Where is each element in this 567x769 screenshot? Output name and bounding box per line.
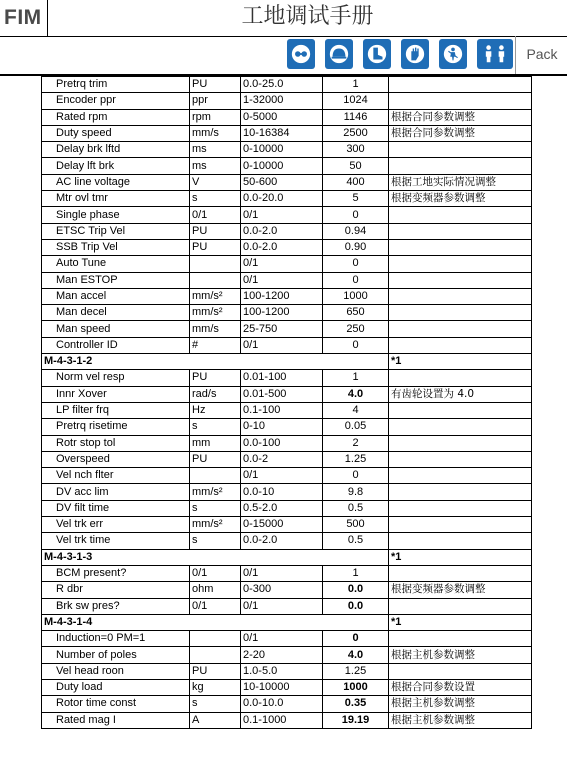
two-person-icon	[477, 39, 513, 69]
table-row	[42, 207, 532, 223]
param-note	[389, 223, 532, 239]
param-value: 0	[323, 468, 389, 484]
param-value: 1146	[323, 109, 389, 125]
section-note: *1	[389, 354, 532, 370]
param-unit: PU	[190, 451, 241, 467]
table-row	[42, 109, 532, 125]
param-note	[389, 288, 532, 304]
pack-label: Pack	[515, 36, 567, 74]
param-value: 0	[323, 631, 389, 647]
param-range: 0.1-1000	[241, 712, 323, 728]
param-name: Pretrq risetime	[42, 419, 190, 435]
param-note: 根据主机参数调整	[389, 712, 532, 728]
param-name: Brk sw pres?	[42, 598, 190, 614]
param-name: Duty load	[42, 679, 190, 695]
param-unit: ppr	[190, 93, 241, 109]
table-row	[42, 565, 532, 581]
param-range: 10-16384	[241, 125, 323, 141]
param-range: 0-300	[241, 582, 323, 598]
param-name: Norm vel resp	[42, 370, 190, 386]
param-unit: rad/s	[190, 386, 241, 402]
param-name: Vel trk time	[42, 533, 190, 549]
table-row	[42, 239, 532, 255]
param-unit: PU	[190, 239, 241, 255]
param-value: 5	[323, 191, 389, 207]
param-note	[389, 517, 532, 533]
table-row	[42, 696, 532, 712]
param-note	[389, 631, 532, 647]
table-row	[42, 93, 532, 109]
param-note	[389, 305, 532, 321]
table-row	[42, 679, 532, 695]
param-value: 2500	[323, 125, 389, 141]
param-range: 0.0-25.0	[241, 77, 323, 93]
param-note	[389, 158, 532, 174]
param-range: 0.0-10	[241, 484, 323, 500]
param-value: 4.0	[323, 386, 389, 402]
table-row	[42, 305, 532, 321]
param-name: Single phase	[42, 207, 190, 223]
table-row	[42, 321, 532, 337]
page-title: 工地调试手册	[48, 0, 567, 37]
param-value: 0.5	[323, 533, 389, 549]
param-note	[389, 142, 532, 158]
param-name: Induction=0 PM=1	[42, 631, 190, 647]
param-unit: #	[190, 337, 241, 353]
table-row	[42, 191, 532, 207]
param-value: 0.90	[323, 239, 389, 255]
table-row	[42, 582, 532, 598]
param-unit	[190, 272, 241, 288]
parameter-table	[41, 76, 532, 729]
table-row	[42, 370, 532, 386]
param-value: 0	[323, 256, 389, 272]
param-name: SSB Trip Vel	[42, 239, 190, 255]
param-range: 0-10000	[241, 158, 323, 174]
param-name: Pretrq trim	[42, 77, 190, 93]
param-unit: PU	[190, 223, 241, 239]
table-row	[42, 533, 532, 549]
param-range: 0/1	[241, 256, 323, 272]
param-note	[389, 256, 532, 272]
param-value: 0.35	[323, 696, 389, 712]
param-note: 根据变频器参数调整	[389, 191, 532, 207]
param-unit	[190, 647, 241, 663]
param-note	[389, 533, 532, 549]
table-row	[42, 468, 532, 484]
param-name: Controller ID	[42, 337, 190, 353]
param-unit: V	[190, 174, 241, 190]
param-note	[389, 451, 532, 467]
param-note: 根据主机参数调整	[389, 647, 532, 663]
param-value: 1000	[323, 679, 389, 695]
param-note	[389, 484, 532, 500]
param-name: Man decel	[42, 305, 190, 321]
param-name: Delay brk lftd	[42, 142, 190, 158]
table-row	[42, 402, 532, 418]
param-range: 100-1200	[241, 288, 323, 304]
table-row	[42, 517, 532, 533]
param-note	[389, 207, 532, 223]
section-row	[42, 354, 532, 370]
param-note	[389, 435, 532, 451]
param-value: 1.25	[323, 663, 389, 679]
param-name: Number of poles	[42, 647, 190, 663]
table-row	[42, 142, 532, 158]
table-row	[42, 158, 532, 174]
param-name: Delay lft brk	[42, 158, 190, 174]
section-row	[42, 549, 532, 565]
param-name: Overspeed	[42, 451, 190, 467]
param-unit: s	[190, 419, 241, 435]
param-range: 25-750	[241, 321, 323, 337]
param-unit: mm/s²	[190, 305, 241, 321]
table-row	[42, 631, 532, 647]
param-value: 1.25	[323, 451, 389, 467]
param-unit: s	[190, 191, 241, 207]
param-value: 2	[323, 435, 389, 451]
table-row	[42, 337, 532, 353]
param-value: 400	[323, 174, 389, 190]
param-name: Duty speed	[42, 125, 190, 141]
param-unit	[190, 468, 241, 484]
param-value: 1000	[323, 288, 389, 304]
param-range: 0/1	[241, 565, 323, 581]
param-unit: mm/s	[190, 125, 241, 141]
param-range: 0-15000	[241, 517, 323, 533]
section-label: M-4-3-1-4	[42, 614, 389, 630]
table-row	[42, 663, 532, 679]
param-range: 0/1	[241, 468, 323, 484]
table-row	[42, 174, 532, 190]
param-name: ETSC Trip Vel	[42, 223, 190, 239]
param-range: 50-600	[241, 174, 323, 190]
section-row	[42, 614, 532, 630]
param-value: 0	[323, 272, 389, 288]
param-note: 根据合同参数调整	[389, 125, 532, 141]
param-value: 500	[323, 517, 389, 533]
param-note	[389, 321, 532, 337]
param-note: 根据变频器参数调整	[389, 582, 532, 598]
param-note	[389, 565, 532, 581]
param-range: 10-10000	[241, 679, 323, 695]
param-value: 1	[323, 77, 389, 93]
param-range: 0.0-100	[241, 435, 323, 451]
param-range: 2-20	[241, 647, 323, 663]
harness-icon	[439, 39, 467, 69]
table-row	[42, 500, 532, 516]
page-header	[0, 0, 567, 76]
table-row	[42, 451, 532, 467]
param-unit: kg	[190, 679, 241, 695]
table-row	[42, 288, 532, 304]
param-unit	[190, 256, 241, 272]
table-row	[42, 256, 532, 272]
param-range: 1.0-5.0	[241, 663, 323, 679]
param-range: 0-10	[241, 419, 323, 435]
logo-box	[0, 0, 48, 37]
table-row	[42, 435, 532, 451]
param-unit: mm/s	[190, 321, 241, 337]
param-range: 0/1	[241, 272, 323, 288]
param-name: Mtr ovl tmr	[42, 191, 190, 207]
param-name: Vel trk err	[42, 517, 190, 533]
param-unit: rpm	[190, 109, 241, 125]
param-unit: PU	[190, 370, 241, 386]
param-unit: ohm	[190, 582, 241, 598]
param-value: 1024	[323, 93, 389, 109]
param-note: 根据主机参数调整	[389, 696, 532, 712]
param-name: Man ESTOP	[42, 272, 190, 288]
param-name: AC line voltage	[42, 174, 190, 190]
param-unit: Hz	[190, 402, 241, 418]
param-unit: mm/s²	[190, 517, 241, 533]
param-range: 0/1	[241, 631, 323, 647]
table-row	[42, 223, 532, 239]
section-note: *1	[389, 549, 532, 565]
section-label: M-4-3-1-2	[42, 354, 389, 370]
param-unit: PU	[190, 77, 241, 93]
table-row	[42, 77, 532, 93]
param-name: DV filt time	[42, 500, 190, 516]
param-name: BCM present?	[42, 565, 190, 581]
param-range: 0-5000	[241, 109, 323, 125]
table-row	[42, 484, 532, 500]
table-row	[42, 598, 532, 614]
param-unit: ms	[190, 158, 241, 174]
param-name: Rotor time const	[42, 696, 190, 712]
param-note: 根据合同参数设置	[389, 679, 532, 695]
param-range: 0.0-2.0	[241, 223, 323, 239]
param-value: 300	[323, 142, 389, 158]
param-range: 100-1200	[241, 305, 323, 321]
param-range: 1-32000	[241, 93, 323, 109]
param-unit: mm/s²	[190, 484, 241, 500]
param-range: 0-10000	[241, 142, 323, 158]
param-value: 0	[323, 207, 389, 223]
param-range: 0/1	[241, 598, 323, 614]
param-unit: 0/1	[190, 207, 241, 223]
table-row	[42, 647, 532, 663]
param-unit: s	[190, 696, 241, 712]
param-note	[389, 663, 532, 679]
table-row	[42, 386, 532, 402]
param-name: Auto Tune	[42, 256, 190, 272]
section-label: M-4-3-1-3	[42, 549, 389, 565]
param-note	[389, 239, 532, 255]
param-unit: mm	[190, 435, 241, 451]
param-value: 1	[323, 565, 389, 581]
param-unit: s	[190, 533, 241, 549]
param-note: 根据工地实际情况调整	[389, 174, 532, 190]
param-value: 1	[323, 370, 389, 386]
param-name: Rated rpm	[42, 109, 190, 125]
param-range: 0.0-2.0	[241, 239, 323, 255]
param-range: 0.1-100	[241, 402, 323, 418]
param-value: 0.5	[323, 500, 389, 516]
param-name: Rotr stop tol	[42, 435, 190, 451]
param-note	[389, 500, 532, 516]
safety-icon-band	[0, 36, 567, 76]
param-value: 4	[323, 402, 389, 418]
param-note: 有齿轮设置为 4.0	[389, 386, 532, 402]
param-note: 根据合同参数调整	[389, 109, 532, 125]
param-range: 0.0-10.0	[241, 696, 323, 712]
param-unit: s	[190, 500, 241, 516]
param-name: Vel head roon	[42, 663, 190, 679]
param-note	[389, 272, 532, 288]
param-value: 19.19	[323, 712, 389, 728]
param-range: 0.5-2.0	[241, 500, 323, 516]
helmet-icon	[325, 39, 353, 69]
param-value: 0.94	[323, 223, 389, 239]
param-note	[389, 337, 532, 353]
param-note	[389, 419, 532, 435]
param-name: Man accel	[42, 288, 190, 304]
param-range: 0.0-2.0	[241, 533, 323, 549]
safety-boot-icon	[363, 39, 391, 69]
parameter-table-body	[42, 77, 532, 729]
param-value: 650	[323, 305, 389, 321]
param-name: Encoder ppr	[42, 93, 190, 109]
param-note	[389, 402, 532, 418]
param-unit: mm/s²	[190, 288, 241, 304]
glove-icon	[401, 39, 429, 69]
param-note	[389, 93, 532, 109]
param-note	[389, 598, 532, 614]
param-range: 0.0-20.0	[241, 191, 323, 207]
param-value: 4.0	[323, 647, 389, 663]
param-note	[389, 77, 532, 93]
param-value: 50	[323, 158, 389, 174]
param-name: R dbr	[42, 582, 190, 598]
table-row	[42, 125, 532, 141]
param-value: 0.0	[323, 582, 389, 598]
param-name: Man speed	[42, 321, 190, 337]
param-note	[389, 370, 532, 386]
param-value: 0.05	[323, 419, 389, 435]
param-range: 0/1	[241, 337, 323, 353]
param-name: Rated mag I	[42, 712, 190, 728]
param-name: Innr Xover	[42, 386, 190, 402]
goggles-icon	[287, 39, 315, 69]
param-value: 0.0	[323, 598, 389, 614]
param-name: Vel nch flter	[42, 468, 190, 484]
param-value: 250	[323, 321, 389, 337]
table-row	[42, 419, 532, 435]
table-row	[42, 272, 532, 288]
param-range: 0.01-100	[241, 370, 323, 386]
param-note	[389, 468, 532, 484]
param-unit: 0/1	[190, 598, 241, 614]
param-range: 0/1	[241, 207, 323, 223]
param-unit: A	[190, 712, 241, 728]
param-unit: PU	[190, 663, 241, 679]
param-name: LP filter frq	[42, 402, 190, 418]
param-unit: 0/1	[190, 565, 241, 581]
param-value: 9.8	[323, 484, 389, 500]
param-unit	[190, 631, 241, 647]
param-name: DV acc lim	[42, 484, 190, 500]
param-value: 0	[323, 337, 389, 353]
table-row	[42, 712, 532, 728]
param-range: 0.0-2	[241, 451, 323, 467]
param-range: 0.01-500	[241, 386, 323, 402]
param-unit: ms	[190, 142, 241, 158]
fim-logo: FIM	[4, 6, 42, 29]
section-note: *1	[389, 614, 532, 630]
